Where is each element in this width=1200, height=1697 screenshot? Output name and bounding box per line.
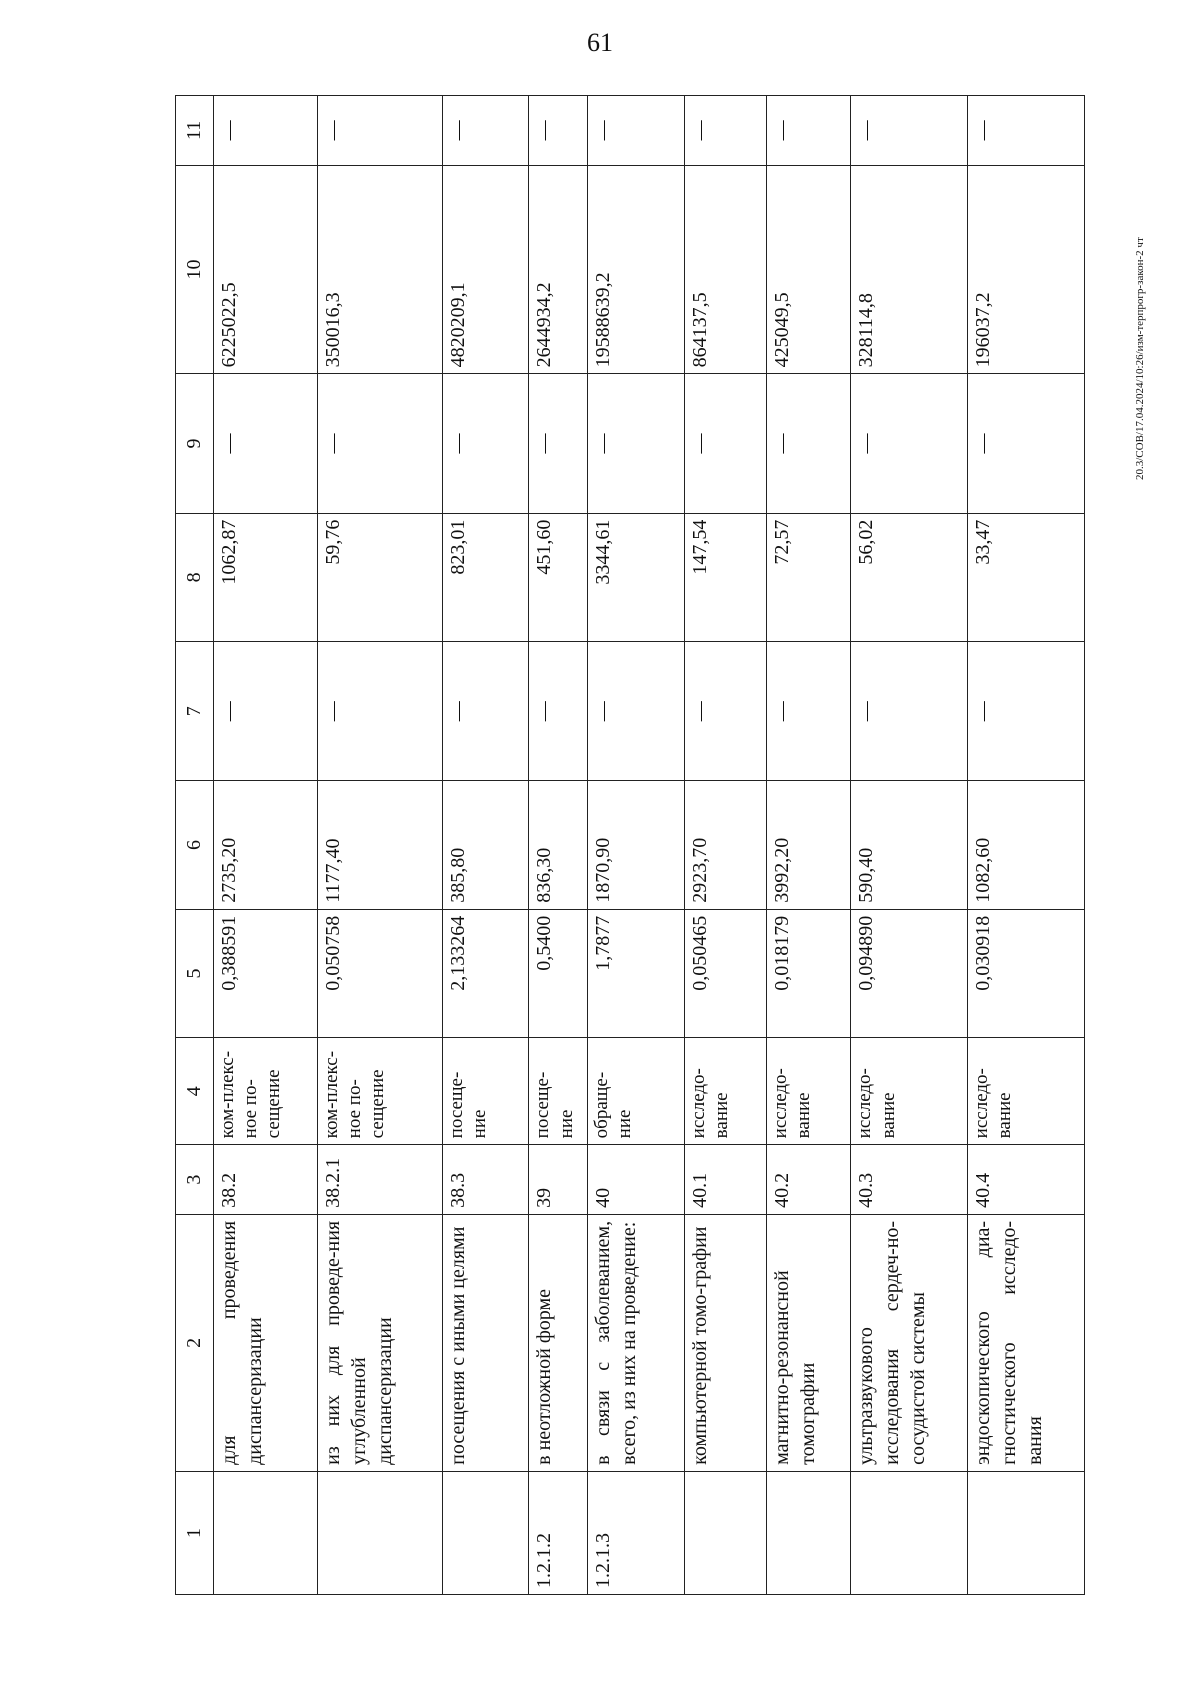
table-cell: — <box>317 96 442 166</box>
table-cell: — <box>442 374 528 513</box>
page-number: 61 <box>587 28 613 57</box>
table-cell: 33,47 <box>968 513 1085 641</box>
table-cell: — <box>587 642 684 781</box>
table-cell: — <box>767 374 851 513</box>
header-cell: 6 <box>176 781 214 909</box>
table-cell: — <box>851 96 968 166</box>
header-cell: 4 <box>176 1038 214 1145</box>
table-cell: 350016,3 <box>317 165 442 374</box>
table-cell: — <box>968 642 1085 781</box>
table-cell: — <box>587 374 684 513</box>
table-cell <box>851 1471 968 1594</box>
table-cell: — <box>213 374 317 513</box>
header-cell: 3 <box>176 1145 214 1215</box>
table-cell <box>442 1471 528 1594</box>
table-cell: магнитно-резонансной томографии <box>767 1214 851 1471</box>
table-row <box>213 96 317 1595</box>
table-cell: — <box>529 96 587 166</box>
table-cell: ком-плекс-ное по-сещение <box>213 1038 317 1145</box>
table-cell: — <box>968 96 1085 166</box>
table-cell <box>317 1471 442 1594</box>
table-cell: 864137,5 <box>685 165 767 374</box>
table-cell: 1.2.1.3 <box>587 1471 684 1594</box>
table-cell: 40.4 <box>968 1145 1085 1215</box>
table-cell: — <box>587 96 684 166</box>
table-cell: 40.2 <box>767 1145 851 1215</box>
table-cell: 3344,61 <box>587 513 684 641</box>
table-cell: — <box>685 96 767 166</box>
table-cell: ком-плекс-ное по-сещение <box>317 1038 442 1145</box>
table-cell: — <box>529 642 587 781</box>
header-cell: 5 <box>176 909 214 1037</box>
table-cell <box>767 1471 851 1594</box>
table-cell: посеще-ние <box>529 1038 587 1145</box>
table-cell: — <box>685 642 767 781</box>
table-cell <box>685 1471 767 1594</box>
table-cell: 451,60 <box>529 513 587 641</box>
table-cell: 2,133264 <box>442 909 528 1037</box>
header-cell: 9 <box>176 374 214 513</box>
table-cell: обраще-ние <box>587 1038 684 1145</box>
table-cell: 328114,8 <box>851 165 968 374</box>
table-cell: 38.3 <box>442 1145 528 1215</box>
table-cell: 1177,40 <box>317 781 442 909</box>
table-cell: эндоскопического диа-гностического исследо-вания <box>968 1214 1085 1471</box>
table-row <box>851 96 968 1595</box>
table-cell: исследо-вание <box>968 1038 1085 1145</box>
table-cell: — <box>529 374 587 513</box>
table-cell: 147,54 <box>685 513 767 641</box>
table-cell: 72,57 <box>767 513 851 641</box>
table-row <box>767 96 851 1595</box>
table-cell: из них для проведе-ния углубленной диспансеризации <box>317 1214 442 1471</box>
table-cell: исследо-вание <box>851 1038 968 1145</box>
header-cell: 10 <box>176 165 214 374</box>
header-cell: 11 <box>176 96 214 166</box>
table-cell: 4820209,1 <box>442 165 528 374</box>
table-cell: для проведения диспансеризации <box>213 1214 317 1471</box>
table-cell: 2644934,2 <box>529 165 587 374</box>
table-cell: 38.2.1 <box>317 1145 442 1215</box>
data-table <box>175 95 1085 1595</box>
table-cell: 1.2.1.2 <box>529 1471 587 1594</box>
header-cell: 7 <box>176 642 214 781</box>
table-cell: — <box>851 642 968 781</box>
table-cell: 38.2 <box>213 1145 317 1215</box>
table-cell: 40 <box>587 1145 684 1215</box>
table-cell: исследо-вание <box>767 1038 851 1145</box>
table-cell: ультразвукового исследования сердеч-но-сосудистой системы <box>851 1214 968 1471</box>
table-cell: 196037,2 <box>968 165 1085 374</box>
header-cell: 1 <box>176 1471 214 1594</box>
table-cell: — <box>968 374 1085 513</box>
table-cell: 3992,20 <box>767 781 851 909</box>
table-row <box>968 96 1085 1595</box>
table-cell: 2735,20 <box>213 781 317 909</box>
table-cell: 385,80 <box>442 781 528 909</box>
table-cell: 19588639,2 <box>587 165 684 374</box>
table-cell: 1,7877 <box>587 909 684 1037</box>
table-cell: 2923,70 <box>685 781 767 909</box>
table-cell: — <box>767 642 851 781</box>
table-cell: — <box>767 96 851 166</box>
table-cell: — <box>213 96 317 166</box>
side-stamp: 20.3/СОВ/17.04.2024/10:26/изм-терпрогр-закон-2 чт <box>1134 237 1146 480</box>
table-cell <box>968 1471 1085 1594</box>
table-row <box>442 96 528 1595</box>
table-cell: 590,40 <box>851 781 968 909</box>
table-cell: посеще-ние <box>442 1038 528 1145</box>
table-cell: — <box>317 374 442 513</box>
table-cell: — <box>685 374 767 513</box>
table-cell: 1082,60 <box>968 781 1085 909</box>
table-cell: — <box>317 642 442 781</box>
table-cell: 0,5400 <box>529 909 587 1037</box>
table-cell: 6225022,5 <box>213 165 317 374</box>
table-row <box>587 96 684 1595</box>
table-cell: 0,030918 <box>968 909 1085 1037</box>
table-cell: 0,050758 <box>317 909 442 1037</box>
table-cell: 0,018179 <box>767 909 851 1037</box>
table-cell: 836,30 <box>529 781 587 909</box>
table-cell: в связи с заболеванием, всего, из них на проведение: <box>587 1214 684 1471</box>
table-row <box>529 96 587 1595</box>
table-cell: компьютерной томо-графии <box>685 1214 767 1471</box>
header-row <box>176 96 214 1595</box>
table-cell: 425049,5 <box>767 165 851 374</box>
table-cell: 0,094890 <box>851 909 968 1037</box>
table-row <box>685 96 767 1595</box>
table-cell: — <box>442 642 528 781</box>
table-cell: 59,76 <box>317 513 442 641</box>
header-cell: 2 <box>176 1214 214 1471</box>
table-cell: — <box>213 642 317 781</box>
table-cell: — <box>442 96 528 166</box>
table-cell: 0,388591 <box>213 909 317 1037</box>
table-cell: 39 <box>529 1145 587 1215</box>
table-cell: 56,02 <box>851 513 968 641</box>
header-cell: 8 <box>176 513 214 641</box>
table-row <box>317 96 442 1595</box>
rotated-table-wrapper <box>175 95 1085 1595</box>
table-cell: 1062,87 <box>213 513 317 641</box>
table-cell: 1870,90 <box>587 781 684 909</box>
table-cell: — <box>851 374 968 513</box>
table-cell <box>213 1471 317 1594</box>
table-cell: посещения с иными целями <box>442 1214 528 1471</box>
table-cell: исследо-вание <box>685 1038 767 1145</box>
table-cell: 40.3 <box>851 1145 968 1215</box>
table-cell: 823,01 <box>442 513 528 641</box>
table-cell: 0,050465 <box>685 909 767 1037</box>
table-cell: в неотложной форме <box>529 1214 587 1471</box>
table-cell: 40.1 <box>685 1145 767 1215</box>
